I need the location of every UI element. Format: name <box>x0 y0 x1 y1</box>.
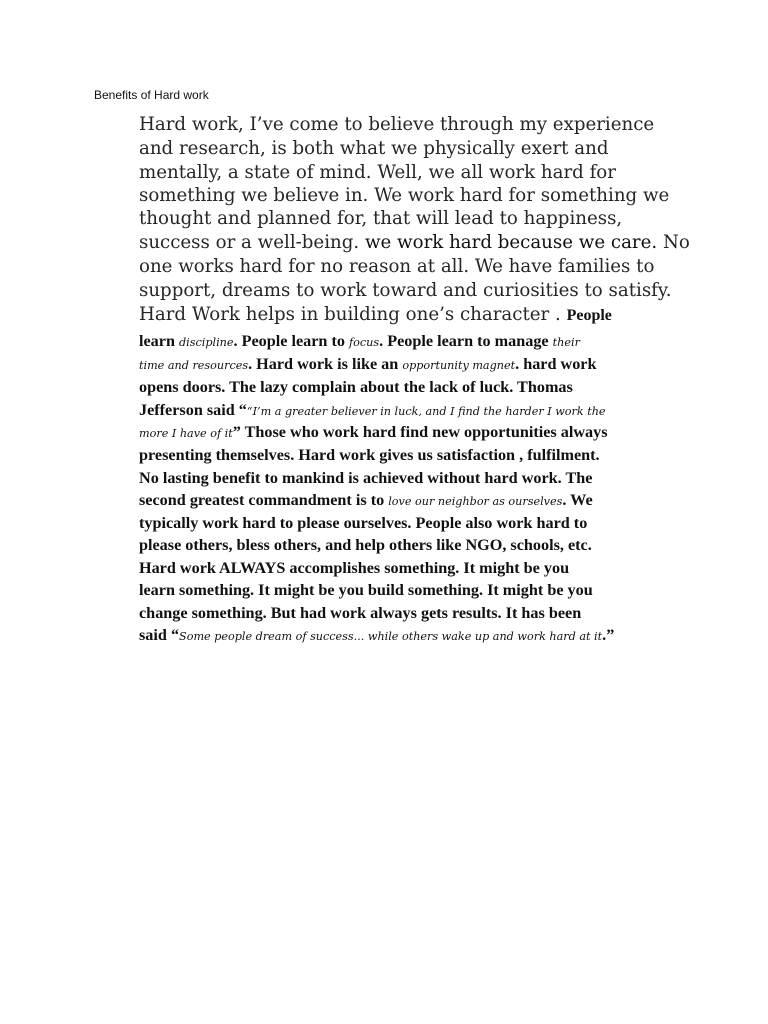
text-run: “I’m a greater believer in luck, and I find the harder I work the <box>246 405 606 418</box>
document-heading: Benefits of Hard work <box>94 88 209 102</box>
text-line <box>139 604 581 623</box>
text-line <box>139 626 614 645</box>
text-run: No <box>657 232 690 253</box>
text-run: Some people dream of success... while others wake up and work hard at it <box>179 630 603 643</box>
text-line <box>139 138 608 159</box>
text-run: .” <box>602 626 615 644</box>
text-run: No lasting benefit to mankind is achieved without hard work. The <box>139 469 593 487</box>
text-run: their <box>552 336 580 349</box>
text-run: time and resources <box>139 359 249 372</box>
text-run: discipline <box>179 336 234 349</box>
text-run: Jefferson said “ <box>139 401 247 419</box>
text-run: Hard Work helps in building one’s character . <box>139 304 567 325</box>
text-line <box>139 423 608 442</box>
text-line <box>139 446 600 465</box>
text-run: . hard work <box>515 355 597 373</box>
text-run: and research, is both what we physically exert and <box>139 138 609 159</box>
text-run: said “ <box>139 626 180 644</box>
text-run: second greatest commandment is to <box>139 491 389 509</box>
text-line <box>139 232 690 253</box>
text-line <box>139 378 573 397</box>
text-line <box>139 401 606 420</box>
text-line <box>139 162 616 183</box>
text-run: presenting themselves. Hard work gives us satisfaction , fulfilment. <box>139 446 600 464</box>
text-line <box>139 559 569 578</box>
text-line <box>139 491 593 510</box>
text-run: . Hard work is like an <box>248 355 403 373</box>
text-run: we work hard because we care. <box>364 232 658 253</box>
text-run: mentally, a state of mind. Well, we all work hard for <box>139 162 616 183</box>
text-line <box>139 355 597 374</box>
text-run: learn something. It might be you build something. It might be you <box>139 581 593 599</box>
text-run: focus <box>349 336 380 349</box>
text-run: . People learn to manage <box>379 332 553 350</box>
text-line <box>139 469 592 488</box>
text-line <box>139 581 593 600</box>
text-run: success or a well-being. <box>139 232 365 253</box>
text-run: ” Those who work hard find new opportunities always <box>232 423 608 441</box>
text-run: typically work hard to please ourselves. People also work hard to <box>139 514 588 532</box>
text-run: thought and planned for, that will lead to happiness, <box>139 208 623 229</box>
text-line <box>139 280 672 301</box>
text-run: opens doors. The lazy complain about the lack of luck. Thomas <box>139 378 573 396</box>
text-run: one works hard for no reason at all. We have families to <box>139 256 655 277</box>
text-line <box>139 114 654 135</box>
text-run: Hard work, I’ve come to believe through my experience <box>139 114 655 135</box>
text-run: People <box>566 307 612 324</box>
text-run: learn <box>139 332 180 350</box>
text-line <box>139 332 580 351</box>
text-run: opportunity magnet <box>402 359 516 372</box>
text-run: . People learn to <box>233 332 350 350</box>
text-run: change something. But had work always gets results. It has been <box>139 604 582 622</box>
text-line <box>139 536 592 555</box>
text-line <box>139 256 654 277</box>
text-run: love our neighbor as ourselves <box>388 495 563 508</box>
text-run: please others, bless others, and help others like NGO, schools, etc. <box>139 536 592 554</box>
text-line <box>139 304 612 325</box>
text-line <box>139 514 587 533</box>
text-line <box>139 185 669 206</box>
text-run: Hard work ALWAYS accomplishes something. It might be you <box>139 559 570 577</box>
text-line <box>139 208 622 229</box>
text-run: support, dreams to work toward and curiosities to satisfy. <box>139 280 672 301</box>
text-run: . We <box>562 491 593 509</box>
text-run: more I have of it <box>139 427 233 440</box>
text-run: something we believe in. We work hard for something we <box>139 185 670 206</box>
